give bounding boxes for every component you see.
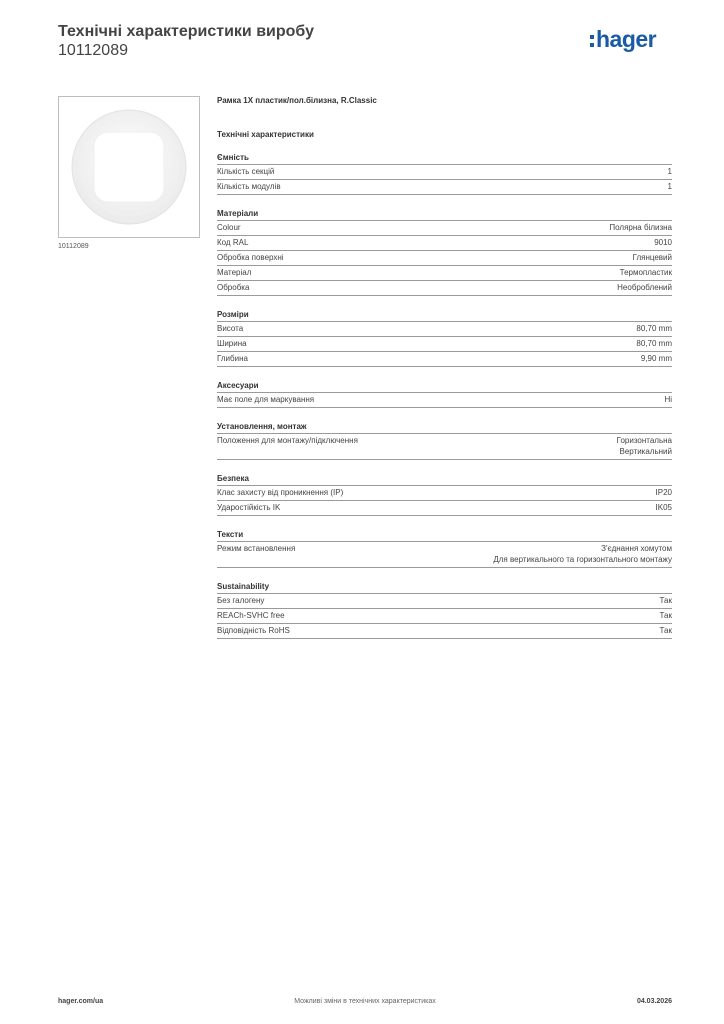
spec-row	[217, 180, 672, 195]
spec-label: Положення для монтажу/підключення	[217, 436, 358, 445]
spec-sections	[217, 152, 672, 639]
spec-row	[217, 486, 672, 501]
product-code: 10112089	[58, 42, 128, 59]
footer-website[interactable]: hager.com/ua	[58, 998, 104, 1005]
spec-value-line: 80,70 mm	[636, 339, 672, 348]
spec-row	[217, 594, 672, 609]
spec-row	[217, 609, 672, 624]
spec-value-line: 1	[667, 167, 672, 176]
spec-label: Матеріал	[217, 268, 252, 277]
spec-label: Обробка	[217, 283, 250, 292]
frame-illustration	[59, 97, 199, 237]
spec-value	[664, 394, 672, 405]
image-caption: 10112089	[58, 243, 89, 250]
spec-label: Без галогену	[217, 596, 265, 605]
spec-value	[620, 267, 672, 278]
spec-value-line: Необроблений	[617, 283, 672, 292]
spec-section	[217, 581, 672, 639]
spec-value	[660, 610, 672, 621]
section-title: Безпека	[217, 473, 672, 486]
spec-label: Висота	[217, 324, 244, 333]
spec-label: Обробка поверхні	[217, 253, 284, 262]
spec-value-line: Так	[659, 596, 672, 605]
spec-section	[217, 309, 672, 367]
logo-colon-icon	[590, 35, 594, 47]
page-title: Технічні характеристики виробу	[58, 23, 314, 40]
spec-label: Кількість секцій	[217, 167, 275, 176]
spec-value-line: Для вертикального та горизонтального монтажу	[493, 555, 672, 564]
spec-value	[493, 543, 672, 565]
spec-value-line: Так	[659, 626, 672, 635]
spec-value-line: IP20	[655, 488, 672, 497]
spec-row	[217, 393, 672, 408]
spec-label: REACh-SVHC free	[217, 611, 285, 620]
spec-value	[633, 252, 672, 263]
spec-value-line: 80,70 mm	[636, 324, 672, 333]
spec-value-line: 9,90 mm	[640, 354, 672, 363]
spec-value	[660, 625, 672, 636]
spec-section	[217, 380, 672, 408]
spec-row	[217, 322, 672, 337]
logo-text: hager	[596, 26, 657, 52]
spec-label: Код RAL	[217, 238, 249, 247]
spec-value	[654, 237, 672, 248]
spec-section	[217, 473, 672, 516]
spec-value	[641, 353, 672, 364]
section-title: Аксесуари	[217, 380, 672, 393]
spec-value	[656, 502, 672, 513]
hager-logo	[590, 26, 656, 52]
spec-row	[217, 281, 672, 296]
spec-label: Кількість модулів	[217, 182, 281, 191]
spec-value	[660, 595, 672, 606]
spec-row	[217, 337, 672, 352]
spec-section	[217, 152, 672, 195]
spec-value-line: Горизонтальна	[616, 436, 672, 445]
spec-label: Відповідність RoHS	[217, 626, 290, 635]
section-title: Установлення, монтаж	[217, 421, 672, 434]
page-header	[58, 22, 314, 60]
spec-value-line: 1	[667, 182, 672, 191]
spec-label: Глибина	[217, 354, 248, 363]
spec-row	[217, 352, 672, 367]
spec-value-line: Полярна білизна	[609, 223, 672, 232]
specs-heading: Технічні характеристики	[217, 130, 314, 139]
section-title: Розміри	[217, 309, 672, 322]
spec-label: Клас захисту від проникнення (IP)	[217, 488, 344, 497]
spec-value	[617, 282, 672, 293]
spec-row	[217, 266, 672, 281]
spec-row	[217, 624, 672, 639]
spec-section	[217, 208, 672, 296]
spec-row	[217, 165, 672, 180]
spec-row	[217, 251, 672, 266]
spec-value-line: Глянцевий	[632, 253, 672, 262]
spec-row	[217, 236, 672, 251]
spec-label: Colour	[217, 223, 241, 232]
footer-date: 04.03.2026	[636, 998, 672, 1005]
spec-value-line: Термопластик	[619, 268, 672, 277]
section-title: Тексти	[217, 529, 672, 542]
spec-value-line: Ні	[664, 395, 672, 404]
section-title: Ємність	[217, 152, 672, 165]
footer-disclaimer: Можливі зміни в технічних характеристиках	[294, 998, 436, 1005]
spec-label: Режим встановлення	[217, 544, 296, 553]
spec-section	[217, 529, 672, 568]
spec-section	[217, 421, 672, 460]
spec-label: Ширина	[217, 339, 247, 348]
spec-value-line: Вертикальний	[619, 447, 672, 456]
spec-row	[217, 501, 672, 516]
spec-row	[217, 434, 672, 460]
section-title: Sustainability	[217, 581, 672, 594]
spec-value-line: IK05	[655, 503, 672, 512]
spec-value-line: 9010	[654, 238, 672, 247]
product-name: Рамка 1Х пластик/пол.білизна, R.Classic	[217, 96, 377, 105]
spec-label: Ударостійкість IK	[217, 503, 281, 512]
spec-value	[668, 166, 672, 177]
spec-row	[217, 221, 672, 236]
product-image	[58, 96, 200, 238]
section-title: Матеріали	[217, 208, 672, 221]
spec-value-line: З'єднання хомутом	[601, 544, 672, 553]
spec-value	[617, 435, 672, 457]
spec-label: Має поле для маркування	[217, 395, 315, 404]
spec-value	[656, 487, 672, 498]
spec-row	[217, 542, 672, 568]
specifications	[217, 95, 672, 639]
spec-value-line: Так	[659, 611, 672, 620]
spec-value	[636, 338, 672, 349]
spec-value	[668, 181, 672, 192]
spec-value	[609, 222, 672, 233]
spec-value	[636, 323, 672, 334]
